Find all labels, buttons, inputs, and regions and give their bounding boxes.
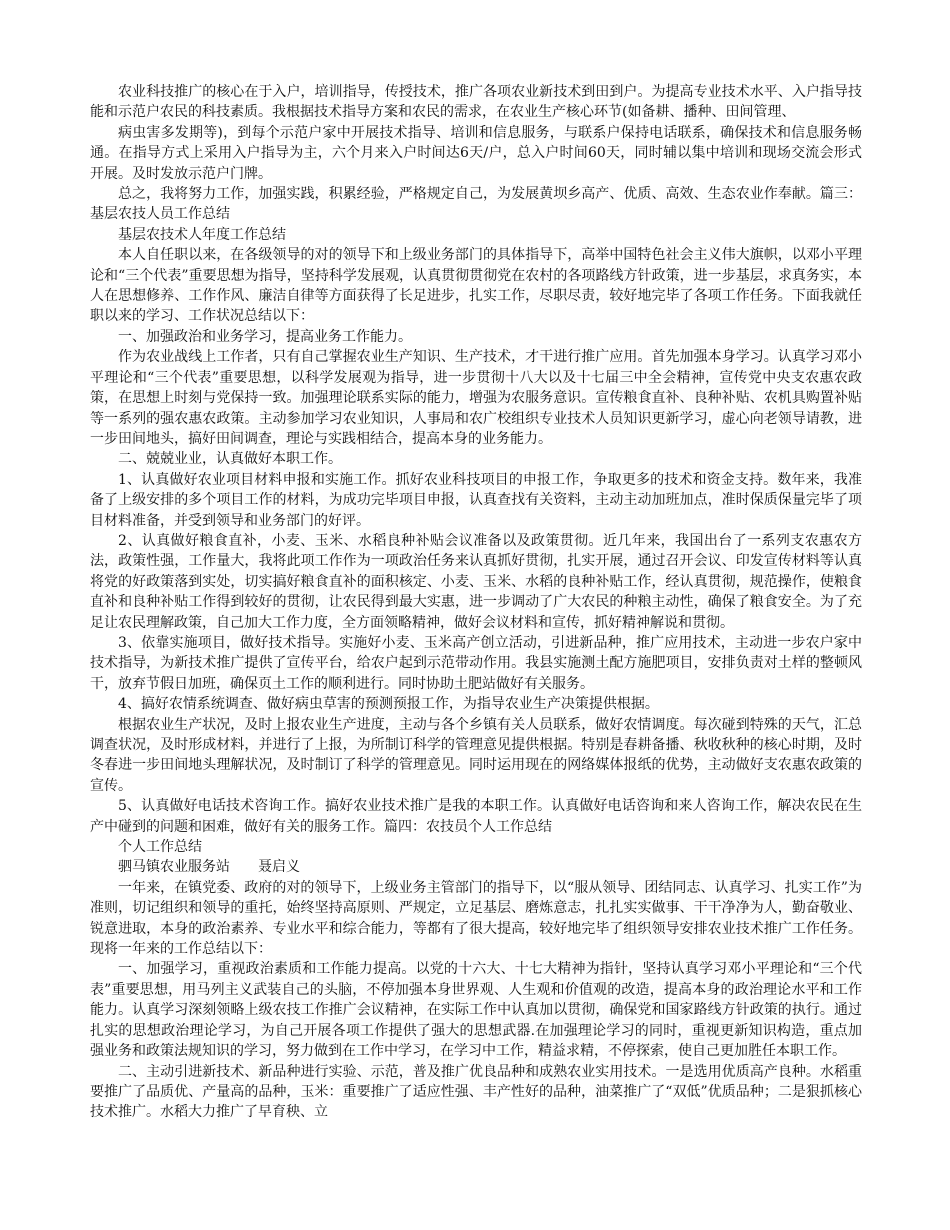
paragraph-2: 病虫害多发期等)，到每个示范户家中开展技术指导、培训和信息服务，与联系户保持电话联系，确保技术和信息服务畅通。在指导方式上采用入户指导为主，六个月来入户时间达6天/户，总入户时间60天，同时辅以集中培训和现场交流会形式开展。及时发放示范户门牌。 [90, 124, 862, 182]
paragraph-12: 一年来，在镇党委、政府的对的领导下，上级业务主管部门的指导下，以“服从领导、团结同志、认真学习、扎实工作”为准则，切记组织和领导的重托，始终坚持高原则、严规定，立足基层、磨炼意志，扎扎实实做事、干干净净为人，勤奋敬业、锐意进取，本身的政治素养、专业水平和综合能力，等都有了很大提高，较好地完毕了组织领导安排农业技术推广工作任务。现将一年来的工作总结以下： [90, 879, 862, 958]
paragraph-10: 根据农业生产状况，及时上报农业生产进度，主动与各个乡镇有关人员联系，做好农情调度。每次碰到特殊的天气，汇总调查状况，及时形成材料，并进行了上报，为所制订科学的管理意见提供根据。特别是春耕备播、秋收秋种的核心时期，及时冬春进一步田间地头理解状况，及时制订了科学的管理意见。同时运用现在的网络媒体报纸的优势，主动做好支农惠农政策的宣传。 [90, 716, 862, 794]
section-title-2: 个人工作总结 [118, 839, 202, 856]
paragraph-8: 3、依靠实施项目，做好技术指导。实施好小麦、玉米高产创立活动，引进新品种，推广应用技术，主动进一步农户家中技术指导，为新技术推广提供了宣传平台，给农户起到示范带动作用。我县实施测土配方施肥项目，安排负责对土样的整顿风干，放弃节假日加班，确保页土工作的顺利进行。同时协助土肥站做好有关服务。 [90, 634, 862, 692]
author-line: 驷马镇农业服务站 聂启义 [118, 859, 300, 876]
paragraph-5: 作为农业战线上工作者，只有自己掌握农业生产知识、生产技术，才干进行推广应用。首先加强本身学习。认真学习邓小平理论和“三个代表”重要思想，以科学发展观为指导，进一步贯彻十八大以及十七届三中全会精神，宣传党中央支农惠农政策，在思想上时刻与党保持一致。加强理论联系实际的能力，增强为农服务意识。宣传粮食直补、良种补贴、农机具购置补贴等一系列的强农惠农政策。主动参加学习农业知识，人事局和农广校组织专业技术人员知识更新学习，虚心向老领导请教，进一步田间地头，搞好田间调查，理论与实践相结合，提高本身的业务能力。 [90, 349, 862, 447]
paragraph-3: 总之，我将努力工作，加强实践，积累经验，严格规定自己，为发展黄坝乡高产、优质、高效、生态农业作奉献。篇三：基层农技人员工作总结 [90, 186, 862, 223]
paragraph-9: 4、搞好农情系统调查、做好病虫草害的预测预报工作，为指导农业生产决策提供根据。 [118, 696, 659, 713]
heading-2: 二、兢兢业业，认真做好本职工作。 [118, 451, 342, 468]
paragraph-13: 一、加强学习，重视政治素质和工作能力提高。以党的十六大、十七大精神为指针，坚持认真学习邓小平理论和“三个代表”重要思想，用马列主义武装自己的头脑，不停加强本身世界观、人生观和价值观的改造，提高本身的政治理论水平和工作能力。认真学习深刻领略上级农技工作推广会议精神，在实际工作中认真加以贯彻，确保党和国家路线方针政策的执行。通过扎实的思想政治理论学习，为自己开展各项工作提供了强大的思想武器.在加强理论学习的同时，重视更新知识构造，重点加强业务和政策法规知识的学习，努力做到在工作中学习，在学习中工作，精益求精，不停探索，使自己更加胜任本职工作。 [90, 961, 862, 1060]
paragraph-6: 1、认真做好农业项目材料申报和实施工作。抓好农业科技项目的申报工作，争取更多的技术和资金支持。数年来，我准备了上级安排的多个项目工作的材料，为成功完毕项目申报，认真查找有关资料，主动主动加班加点，准时保质保量完毕了项目材料准备，并受到领导和业务部门的好评。 [90, 471, 862, 529]
paragraph-4: 本人自任职以来，在各级领导的对的领导下和上级业务部门的具体指导下，高举中国特色社会主义伟大旗帜，以邓小平理论和“三个代表”重要思想为指导，坚持科学发展观，认真贯彻贯彻党在农村的各项路线方针政策，进一步基层，求真务实，本人在思想修养、工作作风、廉洁自律等方面获得了长足进步，扎实工作，尽职尽责，较好地完毕了各项工作任务。下面我就任职以来的学习、工作状况总结以下： [90, 247, 862, 325]
paragraph-7: 2、认真做好粮食直补，小麦、玉米、水稻良种补贴会议准备以及政策贯彻。近几年来，我国出台了一系列支农惠农方法，政策性强，工作量大，我将此项工作作为一项政治任务来认真抓好贯彻，扎实开展，通过召开会议、印发宣传材料等认真将党的好政策落到实处，切实搞好粮食直补的面积核定、小麦、玉米、水稻的良种补贴工作，经认真贯彻，规范操作，使粮食直补和良种补贴工作得到较好的贯彻，让农民得到最大实惠，进一步调动了广大农民的种粮主动性，确保了粮食安全。为了充足让农民理解政策，自己加大工作力度，全方面领略精神，做好会议材料和宣传，抓好精神解说和贯彻。 [90, 532, 862, 631]
heading-1: 一、加强政治和业务学习，提高业务工作能力。 [118, 328, 412, 345]
paragraph-1: 农业科技推广的核心在于入户，培训指导，传授技术，推广各项农业新技术到田到户。为提高专业技术水平、入户指导技能和示范户农民的科技素质。我根据技术指导方案和农民的需求，在农业生产核心环节(如备耕、播种、田间管理、 [90, 84, 862, 121]
section-title: 基层农技术人年度工作总结 [118, 226, 286, 243]
paragraph-14: 二、主动引进新技术、新品种进行实验、示范，普及推广优良品种和成熟农业实用技术。一是选用优质高产良种。水稻重要推广了品质优、产量高的品种，玉米：重要推广了适应性强、丰产性好的品种，油菜推广了“双低”优质品种；二是狠抓核心技术推广。水稻大力推广了早育秧、立 [90, 1063, 862, 1121]
paragraph-11: 5、认真做好电话技术咨询工作。搞好农业技术推广是我的本职工作。认真做好电话咨询和来人咨询工作，解决农民在生产中碰到的问题和困难，做好有关的服务工作。篇四：农技员个人工作总结 [90, 798, 862, 835]
